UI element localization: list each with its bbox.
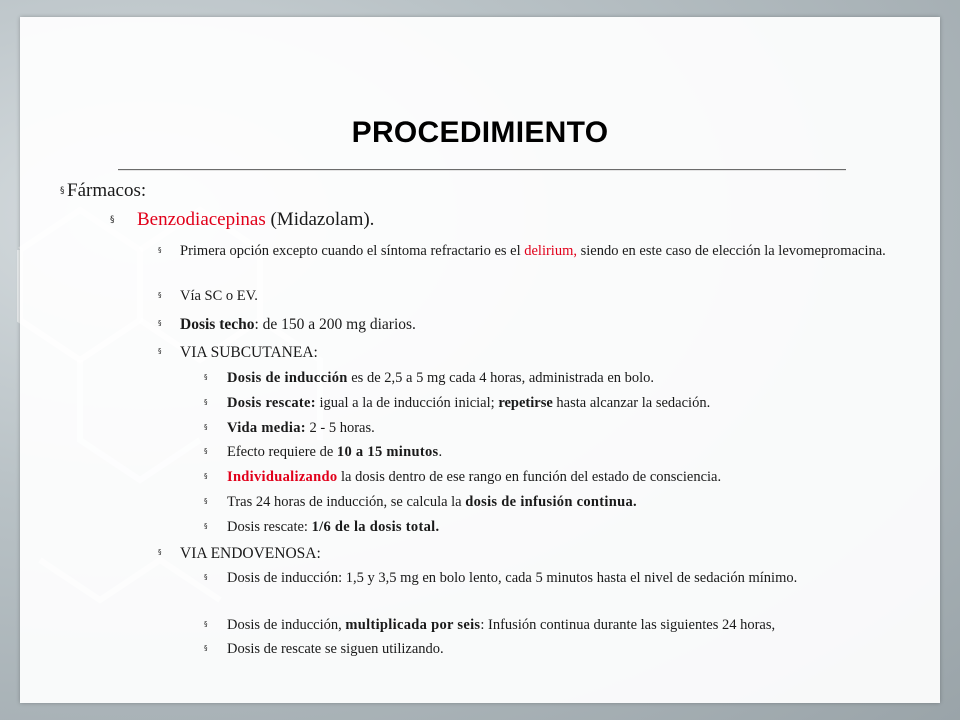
bullet-icon: § bbox=[158, 291, 162, 299]
bullet-icon: § bbox=[204, 497, 208, 505]
bullet-icon: § bbox=[158, 347, 162, 355]
bullet-icon: § bbox=[204, 620, 208, 628]
list-item-farmacos: § Fármacos: bbox=[60, 180, 147, 201]
list-item-sc-vida-media: § Vida media: 2 - 5 horas. bbox=[204, 420, 375, 436]
list-item-via-subcutanea: § VIA SUBCUTANEA: bbox=[158, 344, 318, 361]
bullet-icon: § bbox=[158, 548, 162, 556]
bullet-icon: § bbox=[204, 472, 208, 480]
slide-title: PROCEDIMIENTO bbox=[351, 116, 609, 149]
list-item-sc-rescate-total: § Dosis rescate: 1/6 de la dosis total. bbox=[204, 519, 440, 535]
bullet-icon: § bbox=[204, 447, 208, 455]
list-item-sc-individualizando: § Individualizando la dosis dentro de ese rango en función del estado de consciencia. bbox=[204, 469, 722, 485]
list-item-benzodiacepinas: § Benzodiacepinas (Midazolam). bbox=[110, 209, 375, 230]
bullet-icon: § bbox=[60, 186, 65, 196]
list-item-dosis-techo: § Dosis techo: de 150 a 200 mg diarios. bbox=[158, 316, 416, 333]
list-item-ev-rescate: § Dosis de rescate se siguen utilizando. bbox=[204, 641, 444, 657]
bullet-icon: § bbox=[204, 373, 208, 381]
bullet-icon: § bbox=[158, 319, 162, 327]
bullet-icon: § bbox=[204, 423, 208, 431]
list-item-ev-multiplicada: § Dosis de inducción, multiplicada por seis: Infusión continua durante las siguientes 24 horas, bbox=[204, 617, 776, 633]
bullet-icon: § bbox=[204, 522, 208, 530]
list-item-via: § Vía SC o EV. bbox=[158, 288, 258, 304]
list-item-primera-opcion: § Primera opción excepto cuando el síntoma refractario es el delirium, siendo en este caso de elección la levomepromacina. bbox=[158, 243, 886, 259]
bullet-icon: § bbox=[158, 246, 162, 254]
bullet-icon: § bbox=[204, 644, 208, 652]
list-item-sc-induccion: § Dosis de inducción es de 2,5 a 5 mg cada 4 horas, administrada en bolo. bbox=[204, 370, 655, 386]
bullet-icon: § bbox=[204, 573, 208, 581]
list-item-via-endovenosa: § VIA ENDOVENOSA: bbox=[158, 545, 321, 562]
bullet-icon: § bbox=[204, 398, 208, 406]
list-item-sc-infusion: § Tras 24 horas de inducción, se calcula la dosis de infusión continua. bbox=[204, 494, 637, 510]
list-item-sc-efecto: § Efecto requiere de 10 a 15 minutos. bbox=[204, 444, 443, 460]
bullet-icon: § bbox=[110, 215, 115, 225]
list-item-ev-induccion: § Dosis de inducción: 1,5 y 3,5 mg en bolo lento, cada 5 minutos hasta el nivel de sedación mínimo. bbox=[204, 570, 798, 586]
list-item-sc-rescate: § Dosis rescate: igual a la de inducción inicial; repetirse hasta alcanzar la sedación. bbox=[204, 395, 711, 411]
